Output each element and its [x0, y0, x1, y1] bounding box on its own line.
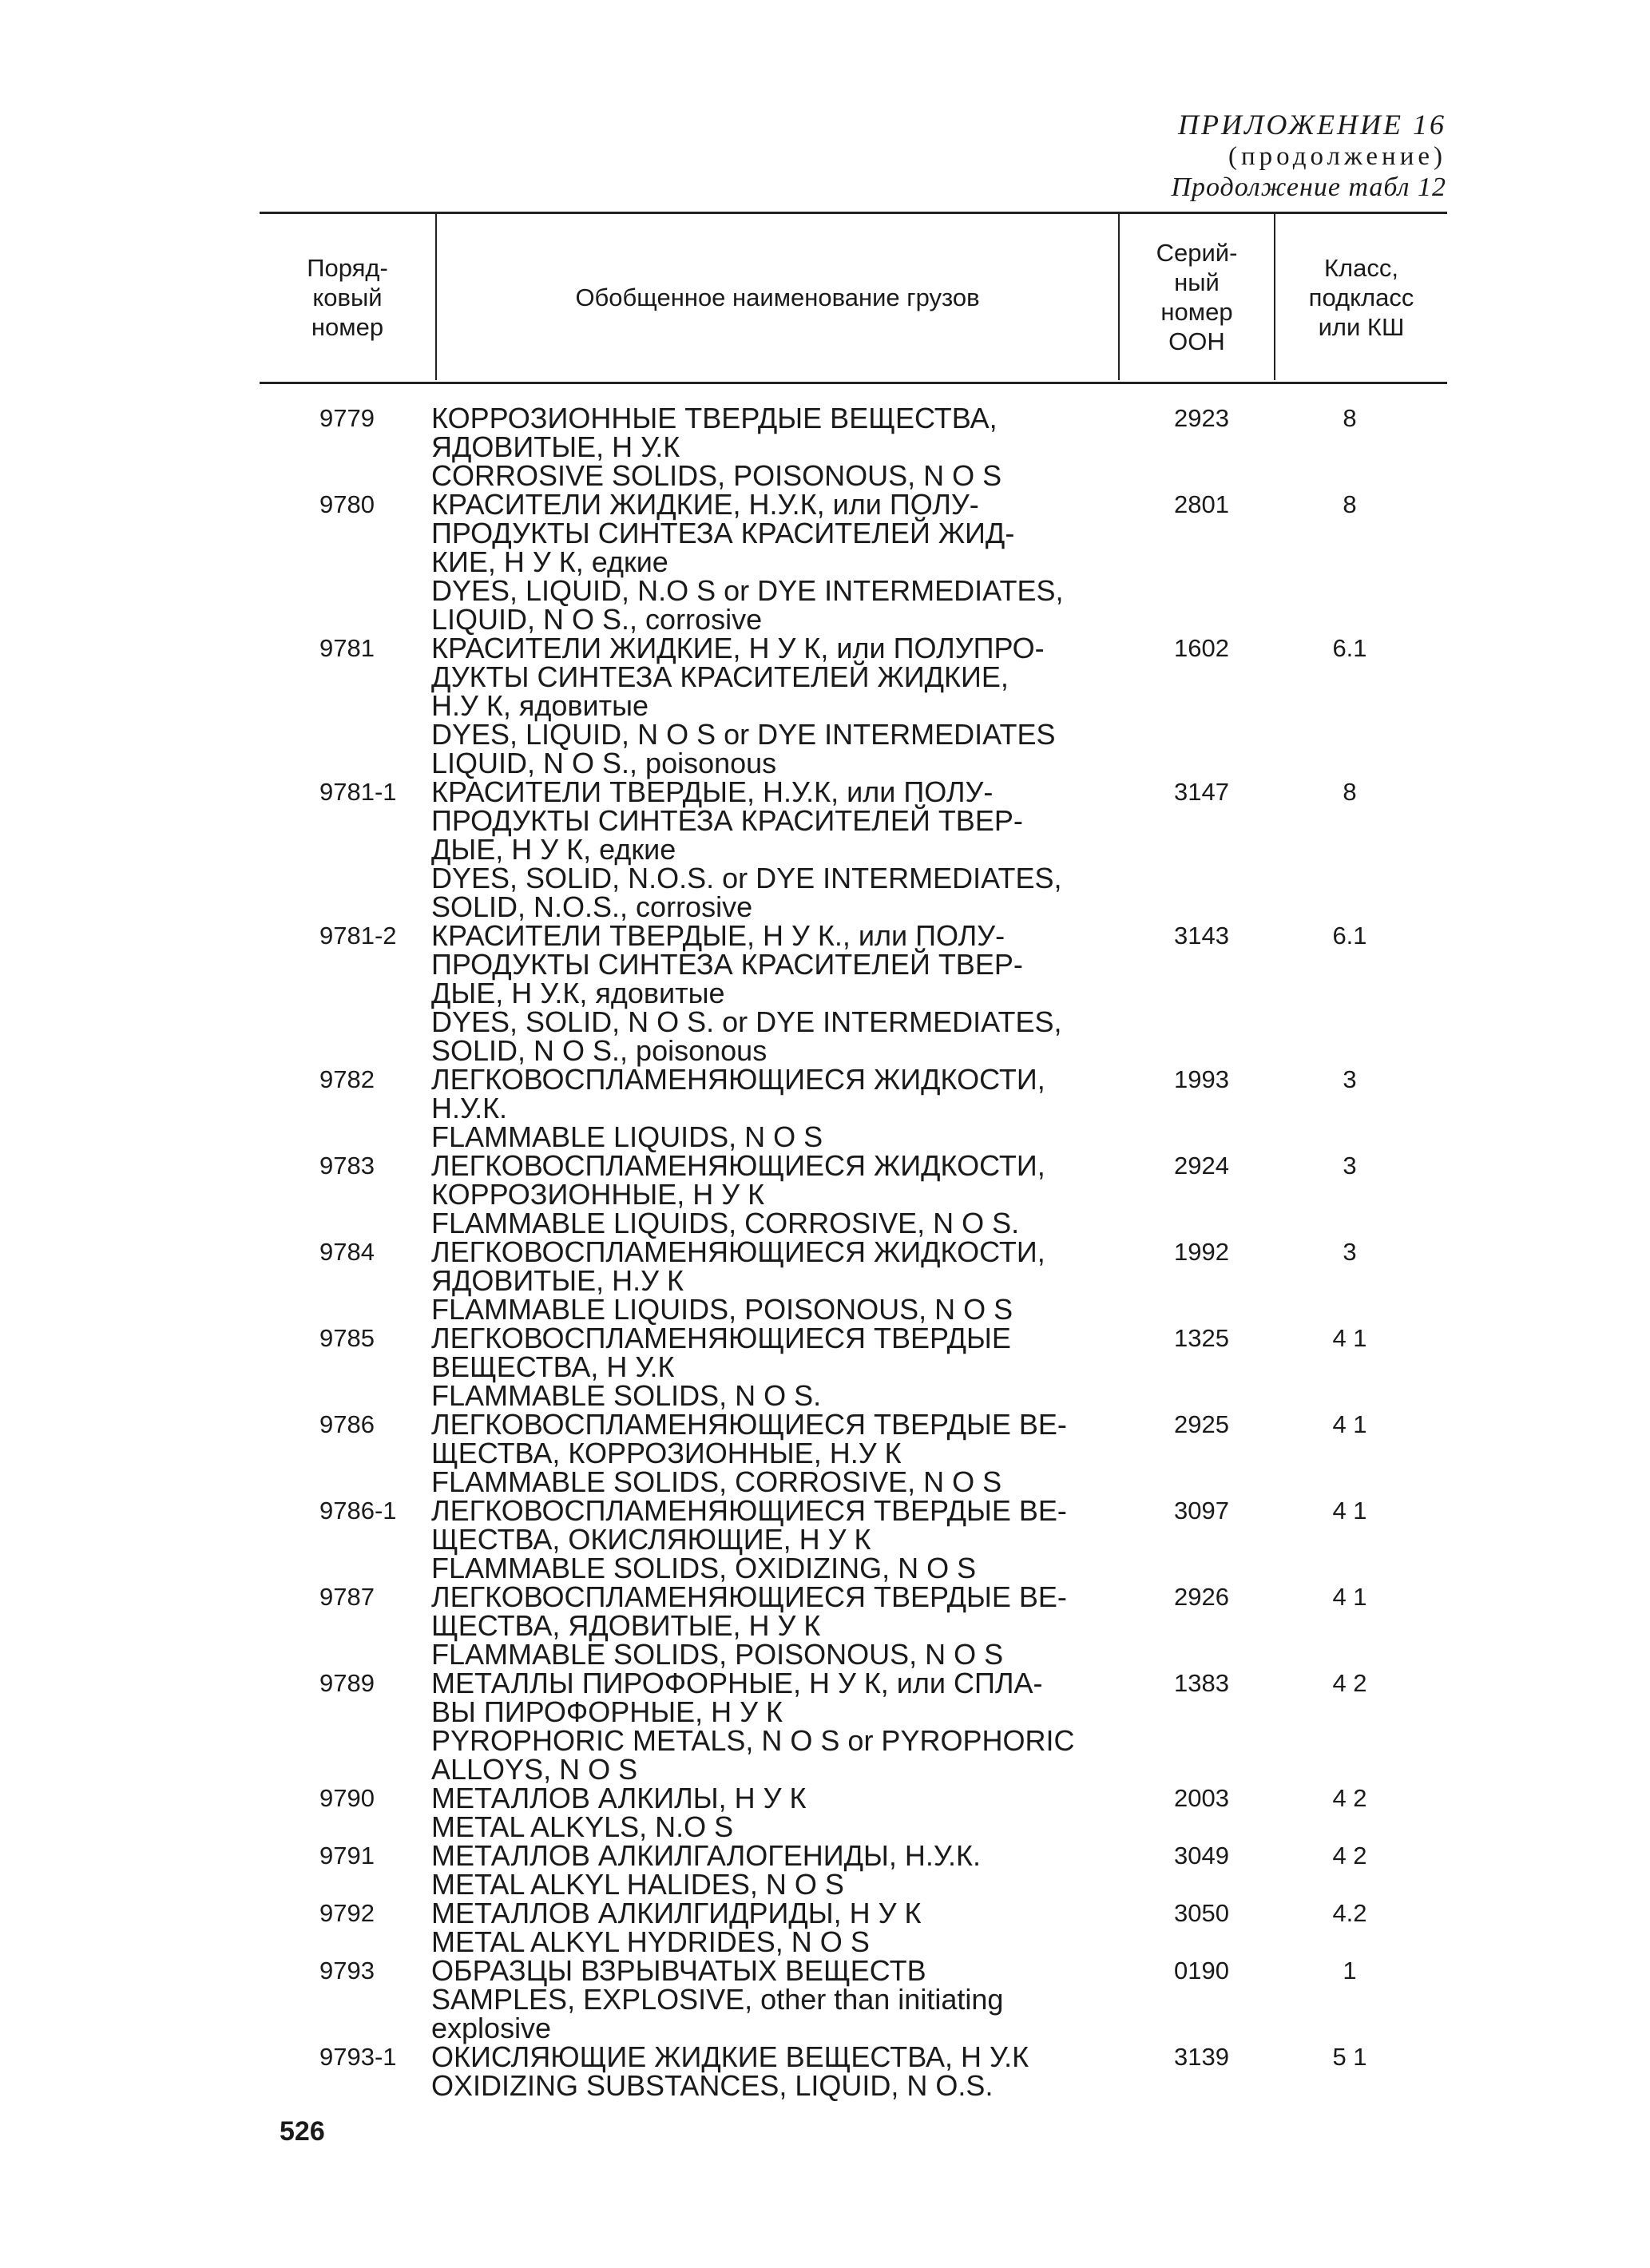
un-number: 2926: [1174, 1583, 1229, 1611]
cargo-name: [431, 1839, 1118, 1901]
row-number: 9783: [319, 1152, 375, 1180]
hazard-class: 4 1: [1332, 1410, 1367, 1438]
cargo-name-line: МЕТАЛЛОВ АЛКИЛЫ, Н У К: [431, 1782, 807, 1814]
cargo-name-line: КРАСИТЕЛИ ЖИДКИЕ, Н.У.К, или ПОЛУ-: [431, 488, 979, 521]
cargo-name-line: LIQUID, N O S., poisonous: [431, 747, 777, 779]
cargo-name-line: FLAMMABLE SOLIDS, POISONOUS, N O S: [431, 1638, 1004, 1671]
cargo-name-line: ALLOYS, N O S: [431, 1753, 638, 1786]
row-number: 9789: [319, 1669, 375, 1697]
row-number: 9781: [319, 634, 375, 662]
cargo-name-line: METAL ALKYLS, N.O S: [431, 1810, 734, 1843]
cargo-name-line: SOLID, N.O.S., corrosive: [431, 890, 753, 923]
cargo-name-line: ПРОДУКТЫ СИНТЕЗА КРАСИТЕЛЕЙ ТВЕР-: [431, 948, 1023, 981]
cargo-name-line: КРАСИТЕЛИ ТВЕРДЫЕ, Н.У.К, или ПОЛУ-: [431, 775, 994, 808]
cargo-name-line: FLAMMABLE SOLIDS, N O S.: [431, 1379, 822, 1412]
column-header-line: подкласс: [1308, 283, 1414, 311]
cargo-name-line: ЛЕГКОВОСПЛАМЕНЯЮЩИЕСЯ ТВЕРДЫЕ ВЕ-: [431, 1408, 1067, 1441]
row-number: 9787: [319, 1583, 375, 1611]
cargo-name-line: METAL ALKYL HYDRIDES, N O S: [431, 1925, 870, 1958]
cargo-name: [431, 1235, 1118, 1326]
cargo-name-line: КИЕ, Н У К, едкие: [431, 545, 668, 578]
cargo-name: [431, 1494, 1118, 1584]
un-number: 2003: [1174, 1784, 1229, 1812]
hazard-class: 8: [1343, 490, 1357, 518]
cargo-name: [431, 1954, 1118, 2044]
continuation-label: (продолжение): [1228, 142, 1446, 171]
cargo-name-line: ЛЕГКОВОСПЛАМЕНЯЮЩИЕСЯ ТВЕРДЫЕ: [431, 1322, 1011, 1354]
hazard-class: 4 1: [1332, 1497, 1367, 1525]
page-number: 526: [280, 2116, 325, 2147]
column-header-line: номер: [311, 312, 384, 341]
cargo-name-line: МЕТАЛЛОВ АЛКИЛГИДРИДЫ, Н У К: [431, 1897, 922, 1929]
un-number: 3050: [1174, 1899, 1229, 1927]
hazard-class: 6.1: [1332, 634, 1367, 662]
cargo-name: [431, 2040, 1118, 2102]
un-number: 3139: [1174, 2043, 1229, 2071]
row-number: 9786-1: [319, 1497, 397, 1525]
un-number: 1383: [1174, 1669, 1229, 1697]
row-number: 9791: [319, 1842, 375, 1870]
column-header-class: [1275, 214, 1447, 380]
cargo-name-line: Н.У К, ядовитые: [431, 689, 648, 722]
cargo-name-line: МЕТАЛЛЫ ПИРОФОРНЫЕ, Н У К, или СПЛА-: [431, 1667, 1043, 1699]
column-header-line: Серий-: [1156, 239, 1238, 267]
hazard-class: 3: [1343, 1065, 1357, 1093]
cargo-name-line: FLAMMABLE LIQUIDS, N O S: [431, 1120, 823, 1153]
cargo-name-line: OXIDIZING SUBSTANCES, LIQUID, N O.S.: [431, 2069, 994, 2102]
column-header-line: ковый: [312, 283, 383, 311]
column-header-line: или КШ: [1318, 312, 1405, 341]
cargo-name-line: LIQUID, N O S., corrosive: [431, 603, 763, 636]
cargo-name-line: SOLID, N O S., poisonous: [431, 1034, 767, 1067]
cargo-name-line: CORROSIVE SOLIDS, POISONOUS, N O S: [431, 459, 1002, 492]
cargo-name-line: ПРОДУКТЫ СИНТЕЗА КРАСИТЕЛЕЙ ЖИД-: [431, 517, 1015, 549]
cargo-name-line: DYES, SOLID, N.O.S. or DYE INTERMEDIATES,: [431, 862, 1062, 894]
un-number: 1992: [1174, 1238, 1229, 1266]
column-header-number: [260, 214, 435, 380]
row-number: 9790: [319, 1784, 375, 1812]
hazard-class: 4 2: [1332, 1842, 1367, 1870]
cargo-name-line: Н.У.К.: [431, 1092, 508, 1124]
un-number: 1602: [1174, 634, 1229, 662]
hazard-class: 4 1: [1332, 1583, 1367, 1611]
cargo-name-line: ДЫЕ, Н У.К, ядовитые: [431, 977, 725, 1009]
cargo-name-line: DYES, LIQUID, N O S or DYE INTERMEDIATES: [431, 718, 1056, 751]
hazard-class: 8: [1343, 404, 1357, 432]
cargo-name-line: ЩЕСТВА, ЯДОВИТЫЕ, Н У К: [431, 1609, 821, 1642]
table-continuation-label: Продолжение табл 12: [1171, 172, 1446, 202]
row-number: 9779: [319, 404, 375, 432]
column-header-line: Поряд-: [307, 253, 388, 282]
cargo-name: [431, 1149, 1118, 1239]
cargo-name-line: SAMPLES, EXPLOSIVE, other than initiating: [431, 1983, 1004, 2016]
hazard-class: 3: [1343, 1152, 1357, 1180]
row-number: 9781-1: [319, 778, 397, 806]
un-number: 1993: [1174, 1065, 1229, 1093]
cargo-name-line: ОБРАЗЦЫ ВЗРЫВЧАТЫХ ВЕЩЕСТВ: [431, 1954, 926, 1987]
un-number: 2925: [1174, 1410, 1229, 1438]
cargo-name-line: ЛЕГКОВОСПЛАМЕНЯЮЩИЕСЯ ЖИДКОСТИ,: [431, 1235, 1045, 1268]
un-number: 1325: [1174, 1324, 1229, 1352]
cargo-name-line: КОРРОЗИОННЫЕ ТВЕРДЫЕ ВЕЩЕСТВА,: [431, 402, 998, 434]
un-number: 3097: [1174, 1497, 1229, 1525]
cargo-name: [431, 1784, 1118, 1842]
hazard-class: 3: [1343, 1238, 1357, 1266]
cargo-name: [431, 1899, 1118, 1957]
hazard-class: 4.2: [1332, 1899, 1367, 1927]
cargo-name-line: ЛЕГКОВОСПЛАМЕНЯЮЩИЕСЯ ТВЕРДЫЕ ВЕ-: [431, 1494, 1067, 1527]
cargo-name: [431, 919, 1118, 1067]
cargo-name-line: FLAMMABLE SOLIDS, OXIDIZING, N O S: [431, 1552, 977, 1584]
cargo-name-line: FLAMMABLE LIQUIDS, CORROSIVE, N O S.: [431, 1207, 1020, 1239]
cargo-name-line: КОРРОЗИОННЫЕ, Н У К: [431, 1178, 765, 1211]
cargo-name-line: FLAMMABLE LIQUIDS, POISONOUS, N O S: [431, 1293, 1013, 1326]
appendix-title: ПРИЛОЖЕНИЕ 16: [1178, 109, 1446, 141]
row-number: 9785: [319, 1324, 375, 1352]
hazard-class: 1: [1343, 1957, 1357, 1985]
cargo-name: [431, 490, 1118, 634]
column-header-line: Обобщенное наименование грузов: [575, 283, 980, 311]
row-number: 9781-2: [319, 922, 397, 950]
cargo-name-line: ЯДОВИТЫЕ, Н У.К: [431, 430, 680, 463]
row-number: 9793: [319, 1957, 375, 1985]
cargo-name: [431, 1324, 1118, 1410]
cargo-name-line: ЛЕГКОВОСПЛАМЕНЯЮЩИЕСЯ ЖИДКОСТИ,: [431, 1063, 1045, 1096]
cargo-name: [431, 1669, 1118, 1784]
cargo-name-line: DYES, LIQUID, N.O S or DYE INTERMEDIATES,: [431, 574, 1064, 607]
cargo-name-line: ЛЕГКОВОСПЛАМЕНЯЮЩИЕСЯ ЖИДКОСТИ,: [431, 1149, 1045, 1182]
hazard-class: 4 1: [1332, 1324, 1367, 1352]
cargo-name-line: ДУКТЫ СИНТЕЗА КРАСИТЕЛЕЙ ЖИДКИЕ,: [431, 660, 1009, 693]
cargo-name-line: FLAMMABLE SOLIDS, CORROSIVE, N O S: [431, 1465, 1002, 1498]
cargo-name-line: METAL ALKYL HALIDES, N O S: [431, 1868, 844, 1901]
row-number: 9793-1: [319, 2043, 397, 2071]
cargo-name-line: ЩЕСТВА, КОРРОЗИОННЫЕ, Н.У К: [431, 1437, 902, 1469]
cargo-name: [431, 775, 1118, 923]
hazard-class: 5 1: [1332, 2043, 1367, 2071]
cargo-name: [431, 404, 1118, 490]
column-header-un-number: [1120, 214, 1274, 380]
hazard-class: 4 2: [1332, 1784, 1367, 1812]
cargo-name-line: КРАСИТЕЛИ ТВЕРДЫЕ, Н У К., или ПОЛУ-: [431, 919, 1005, 952]
cargo-name: [431, 1410, 1118, 1497]
un-number: 3147: [1174, 778, 1229, 806]
hazard-class: 4 2: [1332, 1669, 1367, 1697]
cargo-name-line: ВЕЩЕСТВА, Н У.К: [431, 1350, 675, 1383]
cargo-name-line: DYES, SOLID, N O S. or DYE INTERMEDIATES,: [431, 1005, 1062, 1038]
un-number: 2924: [1174, 1152, 1229, 1180]
cargo-name-line: КРАСИТЕЛИ ЖИДКИЕ, Н У К, или ПОЛУПРО-: [431, 632, 1045, 664]
table-header-bottom-rule: [260, 382, 1447, 384]
row-number: 9780: [319, 490, 375, 518]
row-number: 9792: [319, 1899, 375, 1927]
row-number: 9784: [319, 1238, 375, 1266]
column-header-line: Класс,: [1324, 253, 1398, 282]
cargo-name-line: PYROPHORIC METALS, N O S or PYROPHORIC: [431, 1724, 1075, 1757]
hazard-class: 8: [1343, 778, 1357, 806]
cargo-name-line: ЩЕСТВА, ОКИСЛЯЮЩИЕ, Н У К: [431, 1523, 871, 1556]
un-number: 2801: [1174, 490, 1229, 518]
cargo-name-line: ОКИСЛЯЮЩИЕ ЖИДКИЕ ВЕЩЕСТВА, Н У.К: [431, 2040, 1029, 2073]
cargo-name-line: МЕТАЛЛОВ АЛКИЛГАЛОГЕНИДЫ, Н.У.К.: [431, 1839, 981, 1872]
column-header-line: ООН: [1168, 327, 1225, 355]
cargo-name: [431, 634, 1118, 778]
cargo-name-line: ВЫ ПИРОФОРНЫЕ, Н У К: [431, 1695, 783, 1728]
row-number: 9782: [319, 1065, 375, 1093]
un-number: 3143: [1174, 922, 1229, 950]
column-header-line: ный: [1174, 268, 1220, 296]
cargo-name-line: ПРОДУКТЫ СИНТЕЗА КРАСИТЕЛЕЙ ТВЕР-: [431, 804, 1023, 837]
hazard-class: 6.1: [1332, 922, 1367, 950]
cargo-name: [431, 1065, 1118, 1152]
cargo-name-line: ЯДОВИТЫЕ, Н.У К: [431, 1264, 684, 1297]
un-number: 2923: [1174, 404, 1229, 432]
row-number: 9786: [319, 1410, 375, 1438]
column-header-line: номер: [1160, 298, 1233, 326]
cargo-name: [431, 1580, 1118, 1671]
un-number: 3049: [1174, 1842, 1229, 1870]
cargo-name-line: explosive: [431, 2012, 552, 2044]
cargo-name-line: ДЫЕ, Н У К, едкие: [431, 833, 676, 866]
un-number: 0190: [1174, 1957, 1229, 1985]
cargo-name-line: ЛЕГКОВОСПЛАМЕНЯЮЩИЕСЯ ТВЕРДЫЕ ВЕ-: [431, 1580, 1067, 1613]
column-header-name: [437, 214, 1118, 380]
